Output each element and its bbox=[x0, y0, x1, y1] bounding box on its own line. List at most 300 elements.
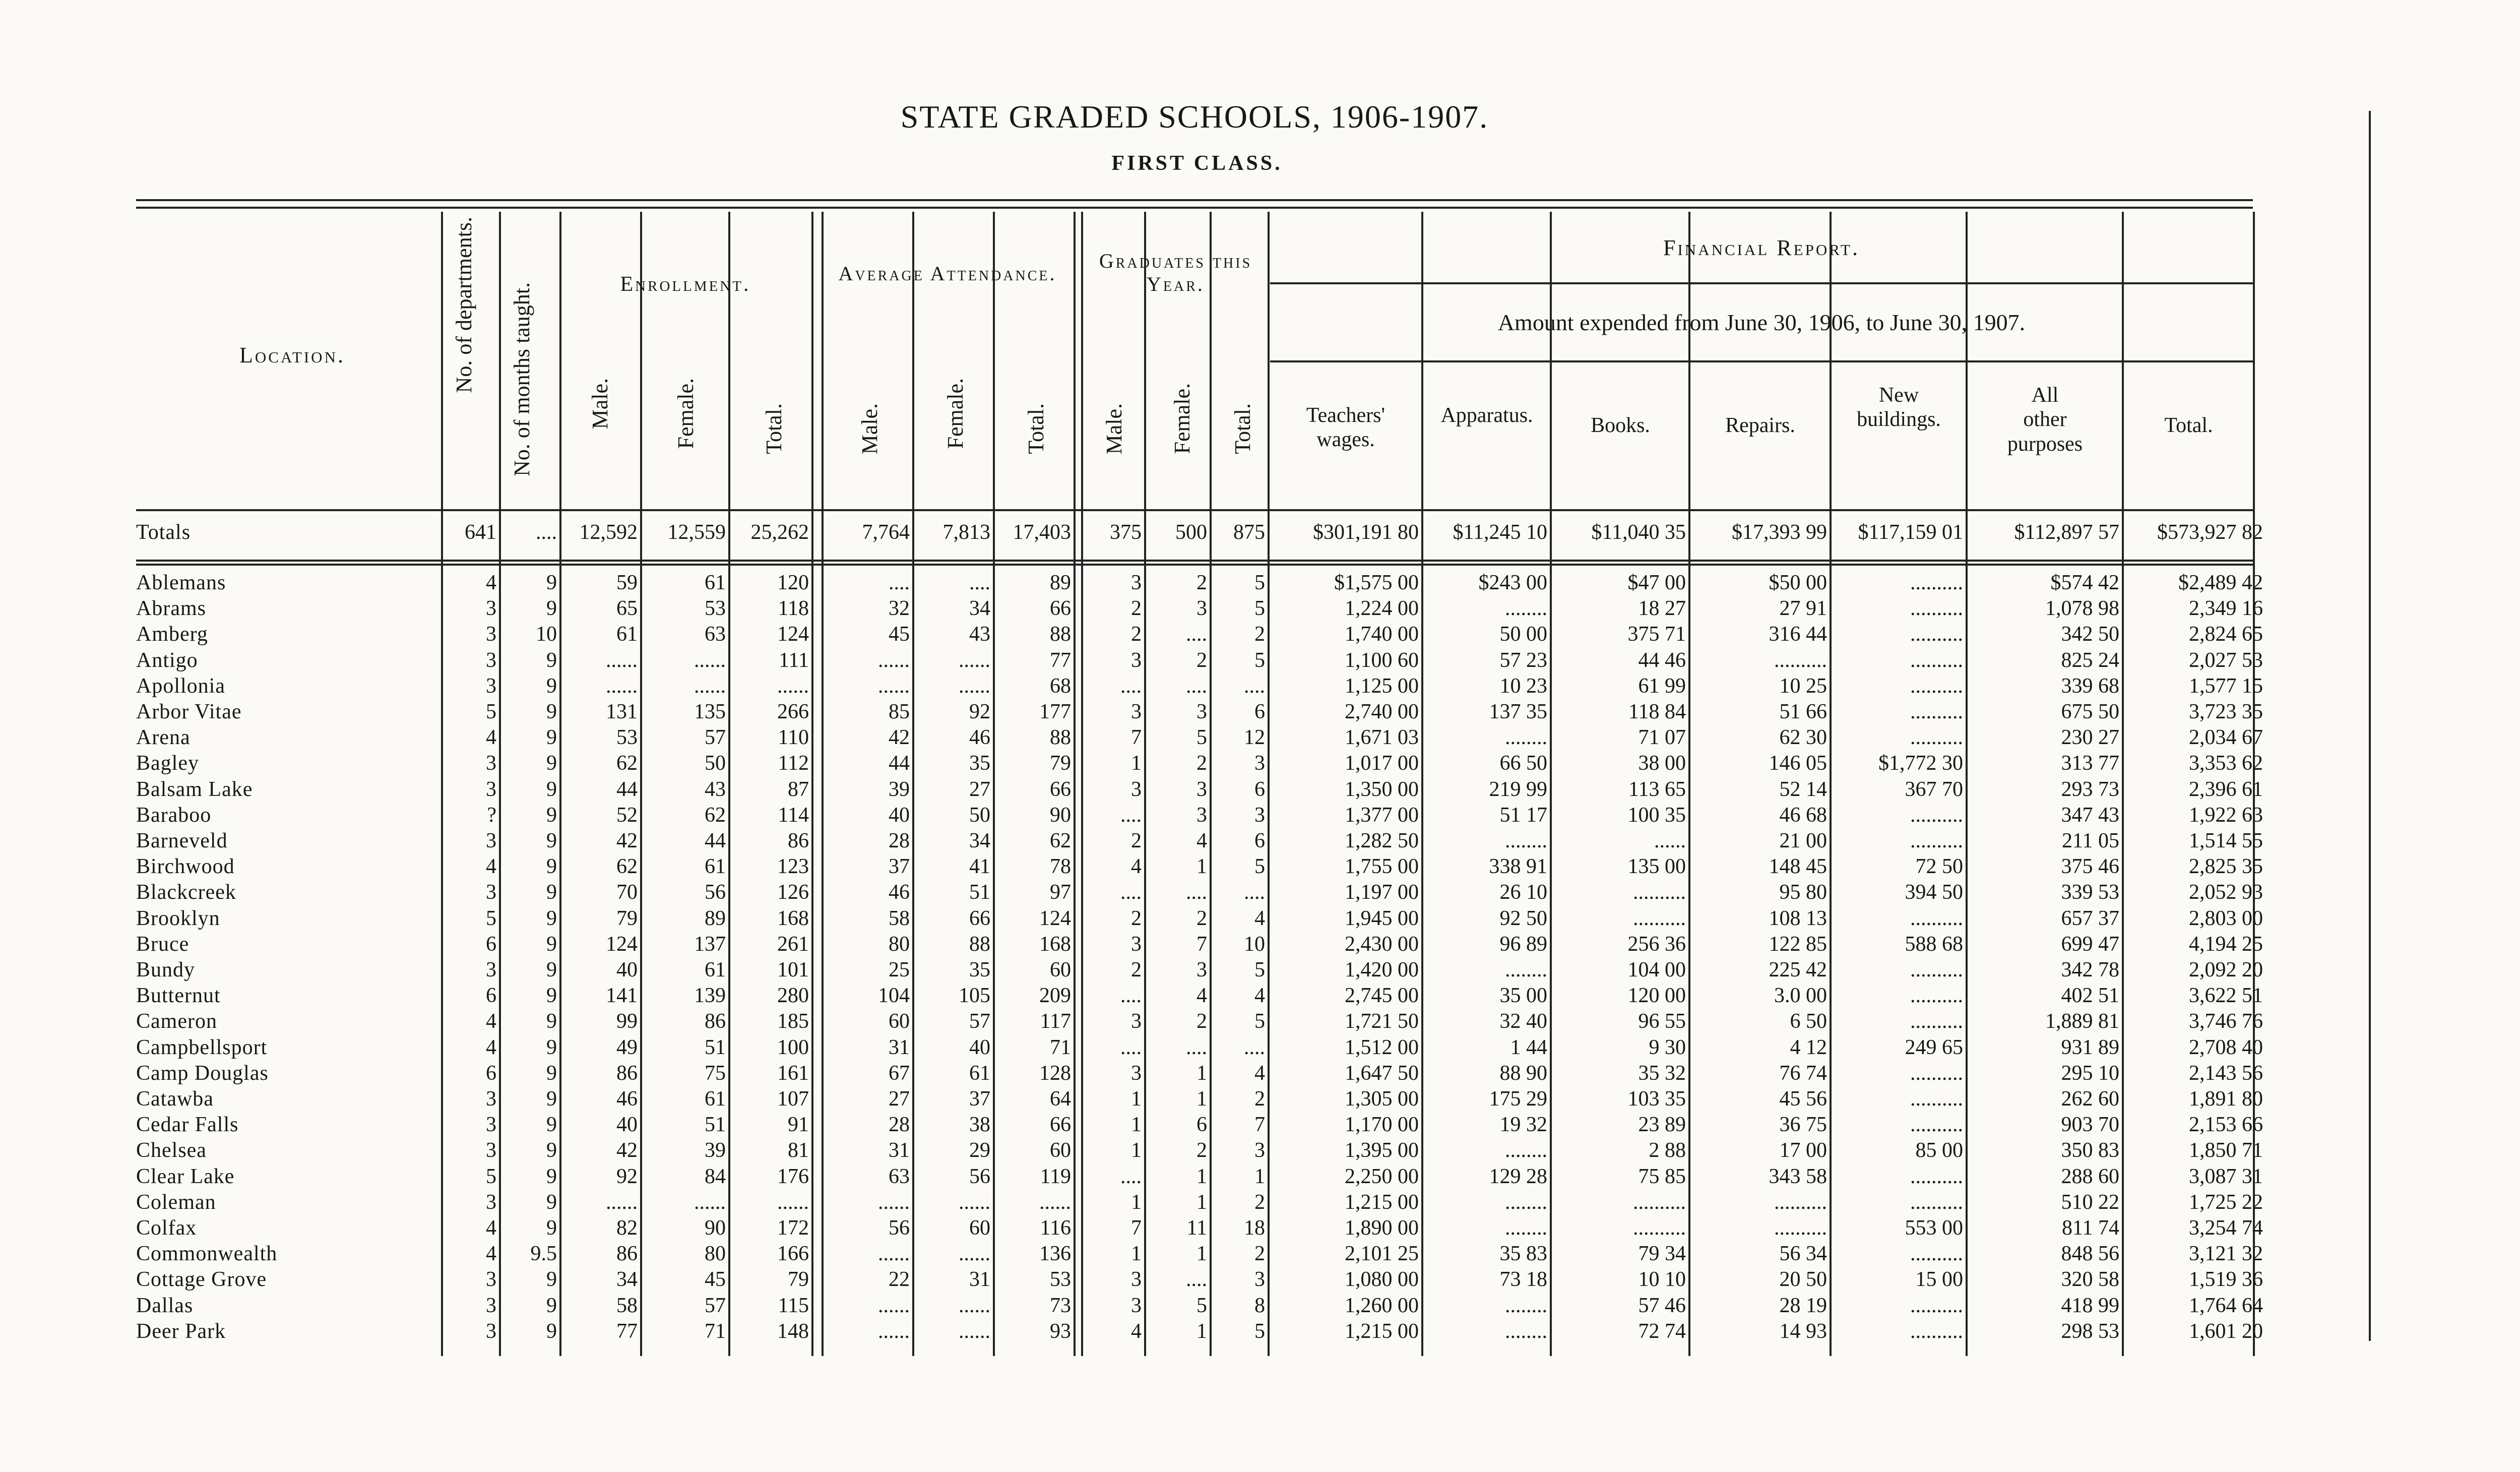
table-row-cell: .... bbox=[1186, 1035, 1207, 1059]
table-row-cell: 588 68 bbox=[1905, 932, 1963, 956]
table-row-cell: .......... bbox=[1774, 1216, 1827, 1240]
table-row-cell: 510 22 bbox=[2061, 1190, 2119, 1214]
location-header: Location. bbox=[239, 343, 345, 367]
table-row-cell: 9 bbox=[546, 1164, 557, 1188]
table-row-cell: ........ bbox=[1505, 1294, 1547, 1317]
table-row-cell: 185 bbox=[777, 1010, 809, 1033]
table-row-cell: 7 bbox=[1196, 932, 1207, 956]
table-row-cell: 1,080 00 bbox=[1345, 1268, 1419, 1292]
table-row-cell: .......... bbox=[1633, 906, 1686, 930]
table-row-cell: 88 bbox=[1050, 623, 1071, 646]
table-row-cell: ...... bbox=[777, 674, 809, 698]
table-row-cell: 375 71 bbox=[1627, 623, 1686, 646]
table-row-cell: 31 bbox=[969, 1268, 990, 1292]
table-row-cell: 79 bbox=[616, 906, 638, 930]
table-row-cell: 9 bbox=[546, 932, 557, 956]
table-row-cell: 31 bbox=[889, 1139, 910, 1162]
table-row-cell: 17 00 bbox=[1779, 1139, 1827, 1162]
table-row-cell: 1,889 81 bbox=[2045, 1010, 2119, 1033]
table-row-cell: 137 35 bbox=[1489, 700, 1547, 723]
totals-row-cell: 12,559 bbox=[667, 521, 726, 544]
table-row-cell: 339 68 bbox=[2061, 674, 2119, 698]
table-row-cell: 3 bbox=[486, 829, 496, 852]
table-row-cell: 1,740 00 bbox=[1345, 623, 1419, 646]
enrollment-female-header: Female. bbox=[673, 378, 698, 449]
table-row-cell: 57 bbox=[969, 1010, 990, 1033]
table-row-cell: 3 bbox=[1131, 777, 1142, 801]
table-row-location: Bruce bbox=[136, 932, 190, 956]
table-row-location: Colfax bbox=[136, 1216, 197, 1240]
table-row-cell: ...... bbox=[878, 648, 910, 672]
table-row-cell: 118 84 bbox=[1628, 700, 1686, 723]
table-row-cell: 3 bbox=[486, 1113, 496, 1137]
table-row-location: Birchwood bbox=[136, 855, 235, 879]
table-row-cell: 87 bbox=[788, 777, 809, 801]
table-row-cell: 6 bbox=[1254, 777, 1265, 801]
table-row-cell: 1 bbox=[1131, 1242, 1142, 1266]
table-row-cell: 9 bbox=[546, 1268, 557, 1292]
table-row-cell: 61 bbox=[705, 855, 726, 879]
table-row-location: Bundy bbox=[136, 958, 196, 982]
table-row-cell: 6 bbox=[1196, 1113, 1207, 1137]
table-row-cell: 11 bbox=[1186, 1216, 1207, 1240]
table-row-cell: 1,350 00 bbox=[1345, 777, 1419, 801]
table-row-cell: 86 bbox=[705, 1010, 726, 1033]
table-row-cell: .... bbox=[1120, 803, 1142, 827]
table-row-cell: 51 66 bbox=[1779, 700, 1827, 723]
table-row-cell: 2,740 00 bbox=[1345, 700, 1419, 723]
table-row-cell: ........ bbox=[1505, 1216, 1547, 1240]
table-row-cell: 4 bbox=[1196, 984, 1207, 1008]
totals-row-cell: 641 bbox=[465, 521, 496, 544]
horizontal-rule bbox=[136, 564, 2253, 566]
table-row-location: Catawba bbox=[136, 1087, 214, 1111]
table-row-cell: 60 bbox=[1050, 1139, 1071, 1162]
table-row-location: Clear Lake bbox=[136, 1164, 235, 1188]
table-row-cell: .......... bbox=[1910, 1319, 1963, 1343]
table-row-cell: 105 bbox=[959, 984, 990, 1008]
table-row-cell: 123 bbox=[777, 855, 809, 879]
table-row-cell: 52 bbox=[616, 803, 638, 827]
table-row-cell: 70 bbox=[616, 881, 638, 904]
table-row-cell: 9 bbox=[546, 752, 557, 775]
table-row-location: Barneveld bbox=[136, 829, 228, 852]
table-row-cell: 77 bbox=[616, 1319, 638, 1343]
table-row-cell: 2 bbox=[1196, 906, 1207, 930]
table-row-cell: 848 56 bbox=[2061, 1242, 2119, 1266]
attendance-header: Average Attendance. bbox=[838, 262, 1057, 285]
table-row-cell: 9 bbox=[546, 1061, 557, 1085]
table-row-cell: 343 58 bbox=[1769, 1164, 1827, 1188]
table-row-cell: ...... bbox=[878, 674, 910, 698]
table-row-cell: 34 bbox=[969, 597, 990, 621]
table-row-cell: 3 bbox=[486, 674, 496, 698]
table-row-cell: 2 bbox=[1196, 1139, 1207, 1162]
table-row-cell: 3 bbox=[486, 1087, 496, 1111]
column-divider bbox=[1966, 212, 1968, 1356]
table-row-cell: ........ bbox=[1505, 597, 1547, 621]
table-row-cell: 66 50 bbox=[1499, 752, 1547, 775]
table-row-cell: 2 bbox=[1196, 571, 1207, 594]
table-row-cell: 3 bbox=[1131, 1294, 1142, 1317]
table-row-cell: 9 bbox=[546, 1319, 557, 1343]
table-row-cell: 35 bbox=[969, 752, 990, 775]
table-row-cell: 85 bbox=[889, 700, 910, 723]
column-divider bbox=[993, 212, 995, 1356]
table-row-cell: 1 bbox=[1196, 1061, 1207, 1085]
table-row-cell: 68 bbox=[1050, 674, 1071, 698]
table-row-cell: 56 34 bbox=[1779, 1242, 1827, 1266]
table-row-cell: 1,282 50 bbox=[1345, 829, 1419, 852]
table-row-cell: 5 bbox=[1254, 1319, 1265, 1343]
table-row-cell: 4 12 bbox=[1790, 1035, 1827, 1059]
table-row-cell: 5 bbox=[486, 700, 496, 723]
column-divider bbox=[2122, 212, 2124, 1356]
table-row-cell: .......... bbox=[1910, 1010, 1963, 1033]
table-row-cell: 137 bbox=[694, 932, 726, 956]
table-row-cell: 1 bbox=[1196, 1319, 1207, 1343]
table-row-cell: 89 bbox=[705, 906, 726, 930]
table-row-cell: $1,575 00 bbox=[1334, 571, 1419, 594]
table-row-cell: ...... bbox=[878, 1319, 910, 1343]
table-row-cell: 3,622 51 bbox=[2189, 984, 2263, 1008]
table-row-cell: 7 bbox=[1254, 1113, 1265, 1137]
table-row-cell: 56 bbox=[969, 1164, 990, 1188]
table-row-cell: 90 bbox=[1050, 803, 1071, 827]
table-row-cell: 10 10 bbox=[1638, 1268, 1686, 1292]
table-row-cell: 96 89 bbox=[1499, 932, 1547, 956]
table-row-cell: 148 bbox=[777, 1319, 809, 1343]
table-row-cell: 209 bbox=[1039, 984, 1071, 1008]
table-row-location: Commonwealth bbox=[136, 1242, 278, 1266]
table-row-cell: .......... bbox=[1910, 803, 1963, 827]
table-row-cell: 77 bbox=[1050, 648, 1071, 672]
table-row-cell: .......... bbox=[1910, 674, 1963, 698]
table-row-cell: 280 bbox=[777, 984, 809, 1008]
table-row-cell: $47 00 bbox=[1627, 571, 1686, 594]
table-row-cell: 249 65 bbox=[1905, 1035, 1963, 1059]
table-row-cell: 107 bbox=[777, 1087, 809, 1111]
table-row-cell: 1,945 00 bbox=[1345, 906, 1419, 930]
table-row-cell: 3 bbox=[1131, 932, 1142, 956]
table-row-cell: 1,922 63 bbox=[2189, 803, 2263, 827]
table-row-cell: 14 93 bbox=[1779, 1319, 1827, 1343]
table-row-cell: 3 bbox=[486, 958, 496, 982]
table-row-cell: 1 bbox=[1196, 1087, 1207, 1111]
table-row-cell: 262 60 bbox=[2061, 1087, 2119, 1111]
table-row-cell: 3 bbox=[1254, 752, 1265, 775]
table-row-cell: 67 bbox=[889, 1061, 910, 1085]
table-row-cell: 4 bbox=[486, 1242, 496, 1266]
table-row-cell: 375 46 bbox=[2061, 855, 2119, 879]
table-row-cell: 2,034 67 bbox=[2189, 726, 2263, 750]
table-row-cell: ........ bbox=[1505, 958, 1547, 982]
table-row-cell: 32 bbox=[889, 597, 910, 621]
table-row-cell: 135 00 bbox=[1627, 855, 1686, 879]
table-row-cell: 3 bbox=[1196, 803, 1207, 827]
column-divider bbox=[1688, 212, 1690, 1356]
table-row-cell: 41 bbox=[969, 855, 990, 879]
table-row-cell: 4 bbox=[1254, 906, 1265, 930]
table-row-cell: 9 bbox=[546, 1294, 557, 1317]
totals-row-cell: $11,245 10 bbox=[1453, 521, 1547, 544]
table-row-cell: 7 bbox=[1131, 1216, 1142, 1240]
table-row-cell: 86 bbox=[616, 1242, 638, 1266]
table-row-cell: 1,100 60 bbox=[1345, 648, 1419, 672]
table-row-cell: 367 70 bbox=[1905, 777, 1963, 801]
table-row-cell: 9 bbox=[546, 958, 557, 982]
table-row-cell: 57 bbox=[705, 1294, 726, 1317]
table-row-cell: 225 42 bbox=[1769, 958, 1827, 982]
table-row-cell: 2 bbox=[1196, 752, 1207, 775]
totals-row-cell: $17,393 99 bbox=[1732, 521, 1827, 544]
table-row-cell: 2,745 00 bbox=[1345, 984, 1419, 1008]
table-row-cell: 10 25 bbox=[1779, 674, 1827, 698]
table-row-cell: ...... bbox=[959, 674, 990, 698]
table-row-cell: 50 bbox=[705, 752, 726, 775]
table-row-cell: 1,891 80 bbox=[2189, 1087, 2263, 1111]
table-row-cell: 50 00 bbox=[1499, 623, 1547, 646]
table-row-cell: 1,577 15 bbox=[2189, 674, 2263, 698]
table-row-cell: 1 bbox=[1131, 1139, 1142, 1162]
attendance-male-header: Male. bbox=[857, 403, 882, 455]
table-row-location: Apollonia bbox=[136, 674, 225, 698]
table-row-cell: 3 bbox=[1196, 958, 1207, 982]
table-row-cell: 37 bbox=[969, 1087, 990, 1111]
table-row-cell: 75 bbox=[705, 1061, 726, 1085]
table-row-cell: 316 44 bbox=[1769, 623, 1827, 646]
table-row-cell: 320 58 bbox=[2061, 1268, 2119, 1292]
table-row-cell: .......... bbox=[1774, 1190, 1827, 1214]
table-row-cell: 9 bbox=[546, 881, 557, 904]
table-row-cell: 15 00 bbox=[1915, 1268, 1963, 1292]
table-row-cell: 825 24 bbox=[2061, 648, 2119, 672]
table-row-cell: 120 00 bbox=[1627, 984, 1686, 1008]
table-row-location: Antigo bbox=[136, 648, 198, 672]
table-row-cell: 46 bbox=[969, 726, 990, 750]
table-row-cell: 166 bbox=[777, 1242, 809, 1266]
table-row-cell: 90 bbox=[705, 1216, 726, 1240]
table-row-cell: 113 65 bbox=[1628, 777, 1686, 801]
table-row-cell: 177 bbox=[1039, 700, 1071, 723]
column-divider bbox=[728, 212, 730, 1356]
table-row-cell: 342 78 bbox=[2061, 958, 2119, 982]
table-row-cell: 148 45 bbox=[1769, 855, 1827, 879]
table-row-cell: 32 40 bbox=[1499, 1010, 1547, 1033]
table-row-cell: 19 32 bbox=[1499, 1113, 1547, 1137]
table-row-cell: 58 bbox=[616, 1294, 638, 1317]
table-row-cell: 168 bbox=[777, 906, 809, 930]
table-row-cell: 60 bbox=[1050, 958, 1071, 982]
table-row-cell: 1,078 98 bbox=[2045, 597, 2119, 621]
financial-total-header: Total. bbox=[2164, 414, 2213, 437]
apparatus-header: Apparatus. bbox=[1440, 404, 1533, 427]
table-row-cell: 3 bbox=[1254, 1139, 1265, 1162]
table-row-cell: 168 bbox=[1039, 932, 1071, 956]
column-divider bbox=[499, 212, 501, 1356]
table-row-cell: 903 70 bbox=[2061, 1113, 2119, 1137]
table-row-cell: 6 bbox=[486, 932, 496, 956]
totals-row-cell: 7,813 bbox=[942, 521, 990, 544]
table-row-cell: 62 bbox=[1050, 829, 1071, 852]
table-row-cell: 43 bbox=[969, 623, 990, 646]
table-row-cell: .... bbox=[1186, 674, 1207, 698]
table-row-cell: 61 bbox=[705, 1087, 726, 1111]
table-row-cell: 5 bbox=[486, 1164, 496, 1188]
table-row-cell: 675 50 bbox=[2061, 700, 2119, 723]
horizontal-rule bbox=[136, 509, 2253, 511]
table-row-cell: 9 bbox=[546, 674, 557, 698]
table-row-cell: 39 bbox=[705, 1139, 726, 1162]
table-row-cell: 4 bbox=[486, 571, 496, 594]
table-row-cell: 79 bbox=[788, 1268, 809, 1292]
table-row-cell: 12 bbox=[1244, 726, 1265, 750]
table-row-cell: 100 bbox=[777, 1035, 809, 1059]
table-row-cell: 5 bbox=[486, 906, 496, 930]
table-row-cell: ...... bbox=[959, 1294, 990, 1317]
table-row-cell: 51 bbox=[969, 881, 990, 904]
table-row-cell: 92 bbox=[969, 700, 990, 723]
table-row-cell: 2,708 40 bbox=[2189, 1035, 2263, 1059]
table-row-location: Bagley bbox=[136, 752, 199, 775]
table-row-cell: 3,723 35 bbox=[2189, 700, 2263, 723]
table-row-cell: .... bbox=[1120, 881, 1142, 904]
table-row-location: Ablemans bbox=[136, 571, 226, 594]
table-row-cell: ........ bbox=[1505, 726, 1547, 750]
table-row-cell: 3,353 62 bbox=[2189, 752, 2263, 775]
table-row-cell: 1 bbox=[1196, 1164, 1207, 1188]
table-row-cell: ? bbox=[487, 803, 496, 827]
table-row-location: Cameron bbox=[136, 1010, 217, 1033]
table-row-cell: 1 bbox=[1131, 1113, 1142, 1137]
table-row-cell: 9 bbox=[546, 1113, 557, 1137]
enrollment-total-header: Total. bbox=[762, 403, 786, 454]
table-row-cell: 2,824 65 bbox=[2189, 623, 2263, 646]
table-row-cell: 350 83 bbox=[2061, 1139, 2119, 1162]
table-row-cell: 4 bbox=[486, 1035, 496, 1059]
table-row-cell: 118 bbox=[778, 597, 809, 621]
table-row-cell: 42 bbox=[616, 1139, 638, 1162]
table-row-cell: 61 99 bbox=[1638, 674, 1686, 698]
page-subtitle: FIRST CLASS. bbox=[1111, 152, 1283, 175]
attendance-female-header: Female. bbox=[943, 378, 968, 449]
table-row-cell: .... bbox=[1186, 623, 1207, 646]
table-row-cell: .......... bbox=[1910, 700, 1963, 723]
table-row-cell: 176 bbox=[777, 1164, 809, 1188]
table-row-cell: 4 bbox=[1196, 829, 1207, 852]
table-row-cell: ...... bbox=[1654, 829, 1686, 852]
table-row-cell: 338 91 bbox=[1489, 855, 1547, 879]
attendance-total-header: Total. bbox=[1024, 403, 1048, 454]
table-row-cell: 3,087 31 bbox=[2189, 1164, 2263, 1188]
table-row-cell: 73 bbox=[1050, 1294, 1071, 1317]
table-row-cell: 44 46 bbox=[1638, 648, 1686, 672]
table-row-cell: 2,153 66 bbox=[2189, 1113, 2263, 1137]
table-row-cell: 2 bbox=[1131, 597, 1142, 621]
table-row-cell: .......... bbox=[1633, 1190, 1686, 1214]
totals-row-cell: $301,191 80 bbox=[1313, 521, 1419, 544]
column-divider bbox=[811, 212, 813, 1356]
table-row-location: Abrams bbox=[136, 597, 206, 621]
table-row-cell: 91 bbox=[788, 1113, 809, 1137]
table-row-cell: 5 bbox=[1196, 1294, 1207, 1317]
books-header: Books. bbox=[1591, 414, 1650, 437]
table-row-cell: 34 bbox=[969, 829, 990, 852]
table-row-cell: 35 00 bbox=[1499, 984, 1547, 1008]
table-row-cell: 1,514 55 bbox=[2189, 829, 2263, 852]
table-row-cell: 23 89 bbox=[1638, 1113, 1686, 1137]
table-row-cell: 2,052 93 bbox=[2189, 881, 2263, 904]
graduates-total-header: Total. bbox=[1230, 403, 1255, 454]
table-row-cell: 1,601 20 bbox=[2189, 1319, 2263, 1343]
table-row-cell: 230 27 bbox=[2061, 726, 2119, 750]
table-row-cell: 45 56 bbox=[1779, 1087, 1827, 1111]
table-row-cell: 9 30 bbox=[1649, 1035, 1686, 1059]
table-row-cell: 73 18 bbox=[1499, 1268, 1547, 1292]
table-row-location: Dallas bbox=[136, 1294, 194, 1317]
column-divider bbox=[1210, 212, 1212, 1356]
table-row-cell: 104 bbox=[878, 984, 910, 1008]
table-row-cell: 66 bbox=[1050, 597, 1071, 621]
table-row-location: Camp Douglas bbox=[136, 1061, 269, 1085]
column-divider bbox=[441, 212, 443, 1356]
table-row-cell: 26 10 bbox=[1499, 881, 1547, 904]
table-row-cell: 57 23 bbox=[1499, 648, 1547, 672]
table-row-cell: 2,825 35 bbox=[2189, 855, 2263, 879]
table-row-cell: 124 bbox=[1039, 906, 1071, 930]
table-row-cell: 44 bbox=[616, 777, 638, 801]
table-row-cell: ...... bbox=[878, 1242, 910, 1266]
table-row-cell: 3 bbox=[1131, 1061, 1142, 1085]
table-row-cell: 49 bbox=[616, 1035, 638, 1059]
table-row-cell: 85 00 bbox=[1915, 1139, 1963, 1162]
table-row-cell: 219 99 bbox=[1489, 777, 1547, 801]
enrollment-header: Enrollment. bbox=[620, 273, 751, 296]
table-row-cell: 45 bbox=[889, 623, 910, 646]
table-row-cell: 5 bbox=[1196, 726, 1207, 750]
graduates-male-header: Male. bbox=[1102, 403, 1126, 455]
table-row-cell: 313 77 bbox=[2061, 752, 2119, 775]
table-row-cell: 1 bbox=[1131, 752, 1142, 775]
table-row-cell: 126 bbox=[777, 881, 809, 904]
table-row-cell: 115 bbox=[778, 1294, 809, 1317]
table-row-cell: 72 50 bbox=[1915, 855, 1963, 879]
table-row-cell: 82 bbox=[616, 1216, 638, 1240]
table-row-cell: 3 bbox=[486, 597, 496, 621]
table-row-cell: 1,305 00 bbox=[1345, 1087, 1419, 1111]
table-row-cell: 22 bbox=[889, 1268, 910, 1292]
table-row-cell: .......... bbox=[1910, 958, 1963, 982]
table-row-cell: 1,017 00 bbox=[1345, 752, 1419, 775]
table-row-cell: 61 bbox=[616, 623, 638, 646]
table-row-cell: 9 bbox=[546, 1139, 557, 1162]
table-row-cell: 811 74 bbox=[2062, 1216, 2119, 1240]
table-row-cell: 80 bbox=[889, 932, 910, 956]
table-row-cell: 63 bbox=[889, 1164, 910, 1188]
table-row-location: Chelsea bbox=[136, 1139, 207, 1162]
column-divider bbox=[912, 212, 914, 1356]
table-row-cell: 293 73 bbox=[2061, 777, 2119, 801]
column-divider bbox=[1550, 212, 1552, 1356]
table-row-cell: 699 47 bbox=[2061, 932, 2119, 956]
graduates-female-header: Female. bbox=[1170, 383, 1194, 454]
table-row-cell: 3,254 74 bbox=[2189, 1216, 2263, 1240]
table-row-cell: 28 bbox=[889, 829, 910, 852]
table-row-cell: 1,850 71 bbox=[2189, 1139, 2263, 1162]
totals-row-cell: 7,764 bbox=[862, 521, 910, 544]
column-divider bbox=[640, 212, 642, 1356]
table-row-cell: 114 bbox=[778, 803, 809, 827]
